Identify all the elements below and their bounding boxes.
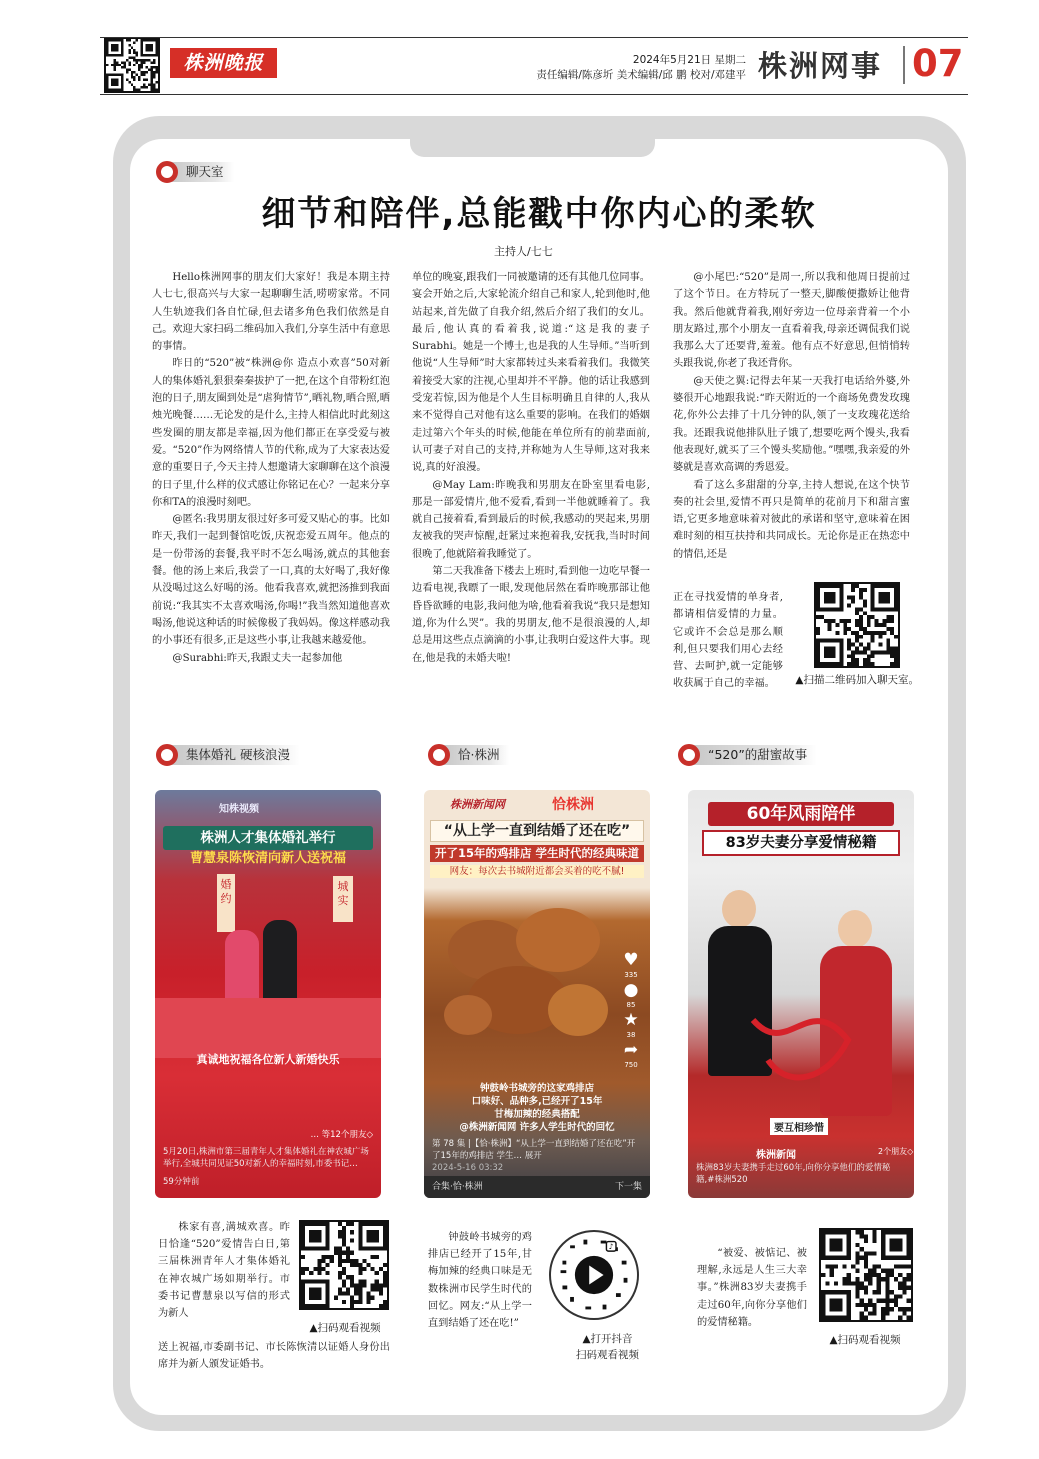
panel-tag-qia-zhuzhou: 恰·株洲	[428, 743, 509, 767]
chat-room-tag: 聊天室	[156, 160, 234, 184]
paragraph: @天使之翼:记得去年某一天我打电话给外婆,外婆很开心地跟我说:“昨天附近的一个商场免费发玫瑰花,你外公去排了十几分钟的队,领了一支玫瑰花送给我。还跟我说他排队肚子饿了,想要吃两个馒头,我看他表现好,就买了三个馒头奖励他。”嘿嘿,我亲爱的外婆就是喜欢高调的秀恩爱。	[673, 375, 910, 474]
video-card-group-wedding[interactable]	[155, 790, 381, 1198]
next-episode-button[interactable]: 下一集	[614, 1182, 642, 1192]
brand-zhuzhou-news: 株洲新闻	[756, 1150, 796, 1161]
video-description: 第 78 集 |【恰·株洲】“从上学一直到结婚了还在吃”开了15年的鸡排店 学生… 展开	[432, 1139, 636, 1161]
brand-qia-zhuzhou: 恰株洲	[552, 797, 594, 813]
comment-icon[interactable]: ●	[623, 980, 639, 1000]
video-collection-bar[interactable]	[424, 1176, 650, 1198]
article-column-1	[152, 269, 390, 704]
tag-bullet-icon	[156, 744, 178, 766]
paragraph: @匿名:我男朋友很过好多可爱又贴心的事。比如昨天,我们一起到餐馆吃饭,庆祝恋爱五周年。他点的是一份带汤的套餐,我平时不怎么喝汤,就点的其他套餐。他的汤上来后,我尝了一口,真的太好喝了,我好像从没喝过这么好喝的汤。他看我喜欢,就把汤推到我面前说:“我其实不太喜欢喝汤,你喝!”我当然知道他喜欢喝汤,他说这种话的时候像极了我妈妈。像这样感动我的小事还有很多,正是这些小事,让我越来越爱他。	[152, 514, 390, 647]
chicken-shop-blurb: 钟鼓岭书城旁的鸡排店已经开了15年,甘梅加辣的经典口味是无数株洲市民学生时代的回忆。网友:“从上学一直到结婚了还在吃!”	[428, 1232, 532, 1330]
like-icon[interactable]: ♥	[623, 950, 639, 970]
qr-code-icon	[301, 1222, 387, 1308]
article-headline: 细节和陪伴,总能戳中你内心的柔软	[261, 194, 817, 234]
newspaper-logo: 株洲晚报	[170, 48, 277, 78]
paragraph: @Surabhi:昨天,我跟丈夫一起参加他	[172, 652, 343, 664]
collection-label: 合集·恰·株洲	[432, 1182, 483, 1192]
video-subtitle-2: 网友：每次去书城附近都会买着的吃不腻!	[430, 865, 644, 878]
video-date: 2024-5-16 03:32	[432, 1163, 504, 1173]
paragraph: 第二天我准备下楼去上班时,看到他一边吃早餐一边看电视,我瞟了一眼,发现他居然在看昨晚那部让他昏昏欲睡的电影,我问他为啥,他看着我说“我只是想知道,你为什么哭”。我的男朋友,他不是很浪漫的人,却总是用这些点点滴滴的小事,让我明白爱这件大事。现在,他是我的未婚夫啦!	[412, 566, 650, 664]
page-number: 07	[912, 42, 964, 85]
qr-code-icon	[816, 584, 898, 666]
video-description: 株洲83岁夫妻携手走过60年,向你分享他们的爱情秘籍,#株洲520	[696, 1163, 891, 1185]
video-title: 60年风雨陪伴	[708, 802, 894, 826]
video-subtitle: 83岁夫妻分享爱情秘籍	[702, 830, 900, 856]
chat-room-qr-code[interactable]	[814, 582, 900, 668]
douyin-scan-code[interactable]	[549, 1230, 639, 1320]
video-timestamp: 59分钟前	[163, 1177, 200, 1187]
video-banner-subtitle: 曹慧泉陈恢清向新人送祝福	[189, 851, 346, 866]
issue-date: 2024年5月21日 星期二	[632, 54, 746, 66]
article-column-3-continued: 正在寻找爱情的单身者,都请相信爱情的力量。它或许不会总是那么顺利,但只要我们用心去经营、去呵护,就一定能够收获属于自己的幸福。	[673, 592, 783, 690]
section-divider	[903, 46, 905, 84]
chat-qr-caption: ▲扫描二维码加入聊天室。	[795, 674, 919, 686]
video-card-elderly-couple[interactable]	[688, 790, 914, 1198]
video-banner-title: 株洲人才集体婚礼举行	[163, 826, 373, 850]
husband-face	[722, 890, 756, 928]
wedding-blurb: 株家有喜,满城欢喜。昨日恰逢“520”爱情告白日,第三届株洲青年人才集体婚礼在神农城广场如期举行。市委书记曹慧泉以写信的形式为新人	[158, 1222, 290, 1320]
section-name: 株洲网事	[758, 49, 883, 83]
douyin-qr-caption: ▲打开抖音 扫码观看视频	[576, 1333, 639, 1361]
elderly-video-qr-code[interactable]	[819, 1228, 913, 1322]
video-subtitle: 开了15年的鸡排店 学生时代的经典味道	[430, 845, 644, 862]
paragraph: 昨日的“520”被“株洲@你 造点小欢喜”50对新人的集体婚礼狠狠秦秦拔护了一把,在这个自带粉红泡泡的日子,朋友圈到处是“虐狗情节”,晒礼物,晒合照,晒烛光晚餐……无论发的是什么,主持人相信此时此刻这些发圈的朋友都是幸福,因为他们都正在享受爱与被爱。“520”作为网络情人节的代称,成为了大家表达爱意的重要日子,今天主持人想邀请大家聊聊在这个浪漫的日子里,什么样的仪式感让你铭记在心？一起来分享你和TA的浪漫时刻吧。	[152, 358, 390, 508]
elderly-couple-blurb: “被爱、被惦记、被理解,永远是人生三大幸事。”株洲83岁夫妻携手走过60年,向你分享他们的爱情秘籍。	[697, 1248, 807, 1328]
video-description: 5月20日,株洲市第三届青年人才集体婚礼在神农城广场举行,全城共同见证50对新人的幸福时刻,市委书记…	[163, 1147, 369, 1169]
wedding-blurb-continued: 送上祝福,市委副书记、市长陈恢清以证婚人身份出席并为新人颁发证婚书。	[158, 1342, 390, 1371]
elderly-qr-caption: ▲扫码观看视频	[829, 1334, 901, 1346]
video-overlay-caption: 要互相珍惜	[770, 1118, 828, 1135]
qr-code-icon	[106, 39, 158, 91]
wedding-video-qr-code[interactable]	[299, 1220, 389, 1310]
panel-tag-sweet-story: “520”的甜蜜故事	[678, 743, 817, 767]
red-ribbon-image	[748, 1000, 858, 1100]
video-card-chicken-shop[interactable]	[424, 790, 650, 1198]
tag-bullet-icon	[156, 161, 178, 183]
paragraph: @May Lam:昨晚我和男朋友在卧室里看电影,那是一部爱情片,他不爱看,看到一半他就睡着了。我就自己接着看,看到最后的时候,我感动的哭起来,男朋友被我的哭声惊醒,赶紧过来抱着我,安抚我,当时时间很晚了,他就陪着我睡觉了。	[412, 479, 650, 560]
douyin-code-icon	[551, 1232, 637, 1318]
paragraph: 单位的晚宴,跟我们一同被邀请的还有其他几位同事。宴会开始之后,大家轮流介绍自己和家人,轮到他时,他站起来,首先做了自我介绍,然后介绍了我们的女儿。最后,他认真的看着我,说道:“这是我的妻子Surabhi。她是一个博士,也是我的人生导师。”当听到他说“人生导师”时大家都转过头来看着我们。我微笑着接受大家的注视,心里却并不平静。他的话让我感到受宠若惊,因为他是个人生目标明确且自律的人,我从来不觉得自己对他有这么重要的影响。在我们的婚姻走过第六个年头的时候,他能在单位所有的前辈面前,认可妻子对自己的支持,并称她为人生导师,这对我来说,真的好浪漫。	[412, 272, 650, 474]
paragraph: @小尾巴:“520”是周一,所以我和他周日提前过了这个节日。在方特玩了一整天,脚酸便撒娇让他背我。然后他就背着我,刚好旁边一位母亲背着一个小朋友路过,那个小朋友一直看着我,母亲还调侃我们说我那么大了还要背,羞羞。他有点不好意思,但悄悄转头跟我说,你老了我还背你。	[673, 272, 910, 370]
tag-bullet-icon	[678, 744, 700, 766]
header-rule-top	[100, 37, 968, 38]
video-overlay-caption: 真诚地祝福各位新人新婚快乐	[196, 1053, 340, 1066]
article-column-3	[673, 269, 910, 589]
wife-face	[838, 910, 872, 948]
panel-tag-wedding: 集体婚礼 硬核浪漫	[156, 743, 300, 767]
video-overlay-caption: 钟鼓岭书城旁的这家鸡排店 口味好、品种多,已经开了15年 甘梅加辣的经典搭配 @株洲新闻网 许多人学生时代的回忆	[459, 1083, 615, 1133]
video-watermark: 知株视频	[219, 804, 259, 815]
wedding-scroll-right: 城 实	[333, 876, 353, 922]
editor-credits: 责任编辑/陈彦圻 美术编辑/邱 鹏 校对/邓建平	[536, 69, 746, 81]
masthead-qr-code[interactable]	[104, 37, 160, 93]
favorite-icon[interactable]: ★	[623, 1010, 639, 1030]
header-rule-bottom	[100, 94, 968, 95]
video-title: “从上学一直到结婚了还在吃”	[430, 820, 644, 842]
wedding-qr-caption: ▲扫码观看视频	[309, 1322, 381, 1334]
share-icon[interactable]: ➦	[623, 1040, 639, 1060]
stage-tables	[155, 998, 381, 1058]
wedding-scroll-left: 婚 约	[217, 874, 235, 932]
paragraph: Hello株洲网事的朋友们大家好！我是本期主持人七七,很高兴与大家一起聊聊生活,唠唠家常。不同人生轨迹我们各自忙碌,但去诸多角色我们依然是自己。欢迎大家扫码二维码加入我们,分享生活中有意思的事情。	[152, 272, 390, 353]
video-friends-meta: 2个朋友◇	[878, 1147, 914, 1156]
tablet-notch	[410, 139, 655, 157]
svg-text:♪: ♪	[608, 1242, 614, 1252]
video-action-bar[interactable]: ♥ 335 ● 85 ★ 38 ➦ 750	[618, 950, 644, 1070]
video-friends-meta: … 等12个朋友◇	[310, 1130, 373, 1140]
fried-chicken-image	[438, 890, 614, 1050]
brand-zhuzhou-news: 株洲新闻网	[450, 798, 505, 811]
tag-bullet-icon	[428, 744, 450, 766]
article-column-2	[412, 269, 650, 704]
article-host: 主持人/七七	[494, 245, 553, 258]
qr-code-icon	[821, 1230, 911, 1320]
paragraph: 看了这么多甜甜的分享,主持人想说,在这个快节奏的社会里,爱情不再只是简单的花前月下和甜言蜜语,它更多地意味着对彼此的承诺和坚守,意味着在困难时刻的相互扶持和共同成长。无论你是正在热恋中的情侣,还是	[673, 479, 910, 560]
